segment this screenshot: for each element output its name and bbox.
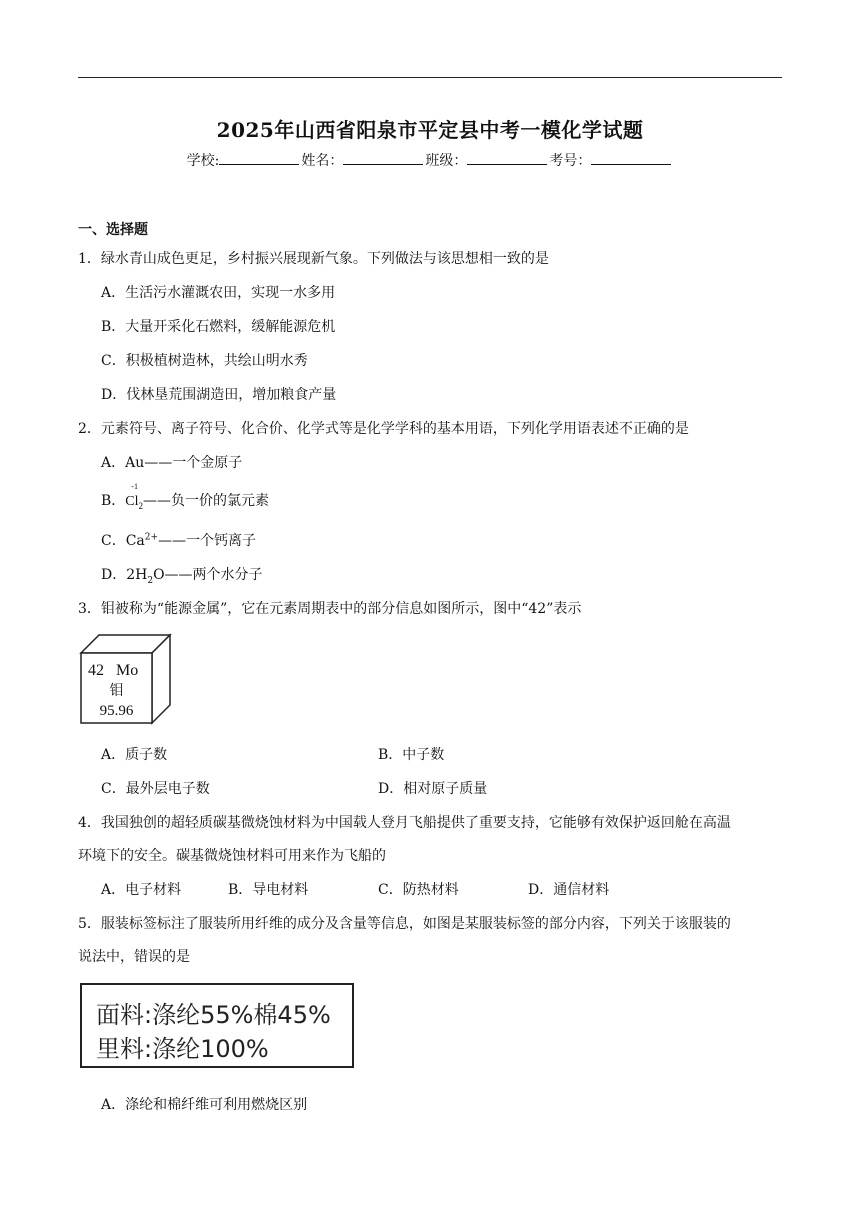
field-name-blank[interactable] bbox=[343, 150, 423, 165]
q1-option-d[interactable]: D．伐林垦荒围湖造田，增加粮食产量 bbox=[101, 387, 337, 403]
field-school-blank[interactable] bbox=[219, 150, 299, 165]
field-name-label: 姓名： bbox=[301, 153, 344, 169]
q2-option-b[interactable] bbox=[101, 482, 270, 511]
element-mass: 95.96 bbox=[99, 703, 134, 719]
q2-option-c[interactable] bbox=[101, 530, 256, 550]
q2-d-subscript: 2 bbox=[147, 575, 154, 586]
q3-option-d[interactable]: D．相对原子质量 bbox=[378, 781, 488, 797]
q2-stem: 2．元素符号、离子符号、化合价、化学式等是化学学科的基本用语，下列化学用语表述不正确的是 bbox=[78, 421, 689, 437]
q3-option-c[interactable]: C．最外层电子数 bbox=[101, 781, 210, 797]
q2-b-text: ——负一价的氯元素 bbox=[143, 493, 270, 509]
q3-option-a[interactable]: A．质子数 bbox=[101, 747, 168, 763]
q4-option-d[interactable]: D．通信材料 bbox=[528, 882, 610, 898]
element-number: 42 bbox=[88, 662, 104, 679]
q1-stem: 1．绿水青山成色更足，乡村振兴展现新气象。下列做法与该思想相一致的是 bbox=[78, 251, 549, 267]
q5-stem-line1: 5．服装标签标注了服装所用纤维的成分及含量等信息，如图是某服装标签的部分内容，下列关于该服装的 bbox=[78, 916, 731, 932]
q2-b-subscript: 2 bbox=[138, 500, 144, 511]
field-id-blank[interactable] bbox=[591, 150, 671, 165]
element-name: 钼 bbox=[109, 683, 124, 699]
q2-b-charge: -1 bbox=[131, 482, 138, 491]
q4-option-a[interactable]: A．电子材料 bbox=[101, 882, 182, 898]
section-title: 一、选择题 bbox=[78, 222, 148, 238]
field-class-blank[interactable] bbox=[467, 150, 547, 165]
page-title: 2025年山西省阳泉市平定县中考一模化学试题 bbox=[216, 118, 644, 142]
q3-option-b[interactable]: B．中子数 bbox=[378, 747, 445, 763]
q4-option-b[interactable]: B．导电材料 bbox=[228, 882, 309, 898]
element-symbol: Mo bbox=[116, 662, 139, 679]
field-class-label: 班级： bbox=[425, 153, 468, 169]
student-info-line bbox=[0, 150, 860, 170]
q5-stem-line2: 说法中，错误的是 bbox=[78, 949, 190, 965]
q2-b-formula bbox=[125, 482, 144, 511]
q4-stem-line2: 环境下的安全。碳基微烧蚀材料可用来作为飞船的 bbox=[78, 848, 386, 864]
q2-c-prefix: C．Ca bbox=[101, 533, 145, 549]
q2-c-text: ——一个钙离子 bbox=[158, 533, 257, 549]
label-line-fabric: 面料:涤纶55%棉45% bbox=[96, 1001, 331, 1029]
q2-d-prefix: D．2H bbox=[101, 567, 148, 583]
q4-option-c[interactable]: C．防热材料 bbox=[378, 882, 459, 898]
element-cube-figure bbox=[79, 633, 173, 725]
q2-option-d[interactable] bbox=[101, 564, 263, 586]
q1-option-a[interactable]: A．生活污水灌溉农田，实现一水多用 bbox=[101, 285, 336, 301]
q3-stem: 3．钼被称为“能源金属”，它在元素周期表中的部分信息如图所示，图中“42”表示 bbox=[78, 601, 582, 617]
q2-option-a[interactable]: A．Au——一个金原子 bbox=[101, 455, 243, 471]
header-rule bbox=[78, 77, 782, 78]
q5-option-a[interactable]: A．涤纶和棉纤维可利用燃烧区别 bbox=[101, 1097, 308, 1113]
clothing-label-figure bbox=[80, 983, 354, 1068]
q1-option-b[interactable]: B．大量开采化石燃料，缓解能源危机 bbox=[101, 319, 336, 335]
q2-b-symbol: Cl bbox=[125, 494, 139, 509]
field-school-label: 学校: bbox=[186, 153, 220, 169]
q4-stem-line1: 4．我国独创的超轻质碳基微烧蚀材料为中国载人登月飞船提供了重要支持，它能够有效保护返回舱在高温 bbox=[78, 815, 731, 831]
q2-b-prefix: B． bbox=[101, 493, 126, 509]
q1-option-c[interactable]: C．积极植树造林，共绘山明水秀 bbox=[101, 353, 308, 369]
label-line-lining: 里料:涤纶100% bbox=[96, 1035, 269, 1063]
q2-c-superscript: 2+ bbox=[144, 532, 159, 543]
field-id-label: 考号： bbox=[549, 153, 592, 169]
q2-d-text: O——两个水分子 bbox=[153, 567, 263, 583]
